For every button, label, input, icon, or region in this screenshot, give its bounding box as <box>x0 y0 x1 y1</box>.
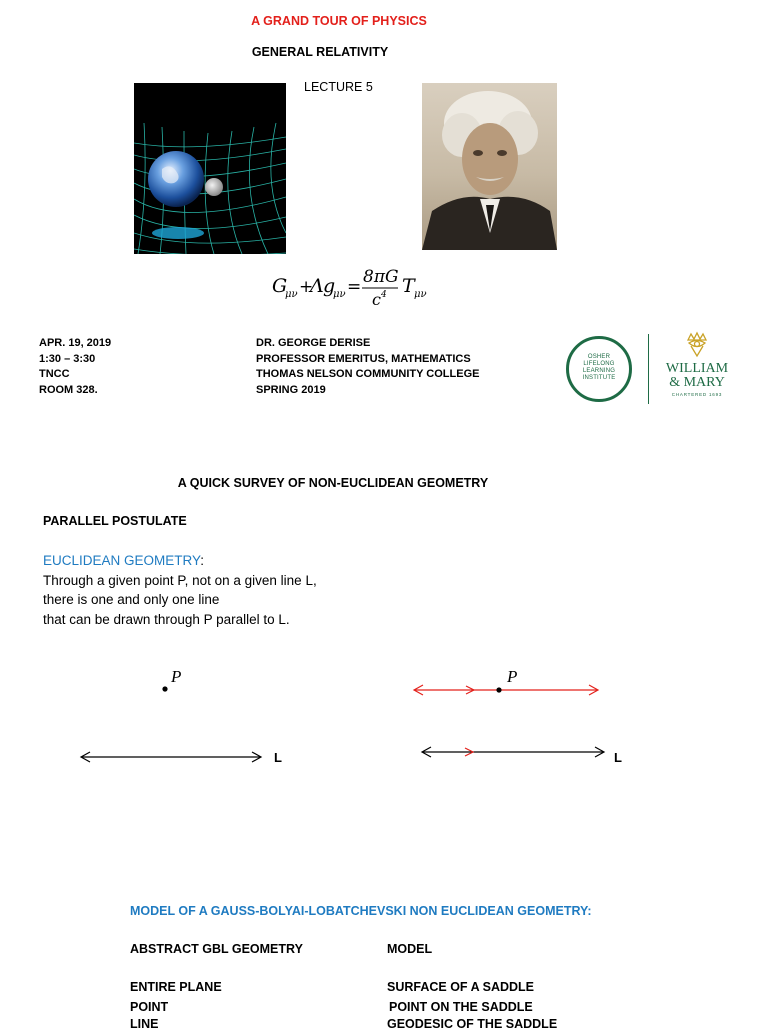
session-time: 1:30 – 3:30 <box>39 352 96 365</box>
eq-numerator: 8πG <box>363 267 399 287</box>
point-p-label: P <box>507 667 518 686</box>
eq-lambda: Λ <box>310 275 324 297</box>
eq-denominator: c <box>372 290 381 309</box>
instructor-title: PROFESSOR EMERITUS, MATHEMATICS <box>256 352 471 365</box>
wm-charter: CHARTERED 1693 <box>671 392 723 397</box>
model-row-right: POINT ON THE SADDLE <box>389 1000 533 1014</box>
eq-T-sub: μν <box>414 289 427 300</box>
point-p <box>496 687 501 692</box>
olli-line-4: INSTITUTE <box>582 375 616 381</box>
col-right-header: MODEL <box>387 942 433 956</box>
eq-g: g <box>323 275 336 297</box>
instructor-name: DR. GEORGE DERISE <box>256 337 371 349</box>
line-l <box>81 752 261 762</box>
spacetime-curvature-image <box>134 83 286 254</box>
col-left-header: ABSTRACT GBL GEOMETRY <box>130 942 303 956</box>
eq-T: T <box>402 275 415 297</box>
diagram-point-and-line <box>70 660 300 780</box>
session-location: TNCC <box>39 368 70 380</box>
point-p <box>162 686 167 691</box>
eq-plus: + <box>299 277 314 297</box>
model-title: MODEL OF A GAUSS-BOLYAI-LOBATCHEVSKI NON EUCLIDEAN GEOMETRY: <box>130 904 592 918</box>
euclidean-geometry-label: EUCLIDEAN GEOMETRY <box>43 553 201 568</box>
session-date: APR. 19, 2019 <box>39 337 112 349</box>
eq-equals: = <box>347 277 362 297</box>
eq-G-sub: μν <box>285 289 298 300</box>
einstein-field-equation <box>268 262 438 320</box>
model-row-left: POINT <box>130 1000 169 1014</box>
parallel-line <box>414 685 598 695</box>
olli-line-3: LEARNING <box>582 368 616 374</box>
line-l <box>422 747 604 757</box>
william-and-mary-logo <box>660 330 734 404</box>
eq-g-sub: μν <box>333 289 346 300</box>
lecture-number: LECTURE 5 <box>304 80 373 94</box>
euclidean-line-2: there is one and only one line <box>43 592 220 607</box>
section-title: A QUICK SURVEY OF NON-EUCLIDEAN GEOMETRY <box>177 476 489 490</box>
olli-logo <box>566 336 632 402</box>
course-title: GENERAL RELATIVITY <box>251 45 389 59</box>
model-row-left: LINE <box>130 1017 159 1031</box>
model-row-left: ENTIRE PLANE <box>130 980 222 994</box>
term: SPRING 2019 <box>256 383 326 396</box>
cypher-icon <box>682 330 712 358</box>
eq-denominator-exponent: 4 <box>381 290 387 300</box>
eq-G: G <box>272 275 288 297</box>
series-title: A GRAND TOUR OF PHYSICS <box>251 14 427 28</box>
wm-name-line-2: & MARY <box>669 375 725 390</box>
einstein-portrait-image <box>422 83 557 250</box>
model-row-right: GEODESIC OF THE SADDLE <box>387 1017 558 1031</box>
institution: THOMAS NELSON COMMUNITY COLLEGE <box>256 368 480 380</box>
session-room: ROOM 328. <box>39 383 98 396</box>
session-info <box>39 336 111 398</box>
diagram-unique-parallel <box>405 660 635 780</box>
parallel-postulate-heading: PARALLEL POSTULATE <box>43 514 187 528</box>
wm-name-line-1: WILLIAM <box>665 361 729 376</box>
olli-line-2: LIFELONG <box>583 361 615 367</box>
point-p-label: P <box>171 667 182 686</box>
model-row-right: SURFACE OF A SADDLE <box>387 980 534 994</box>
euclidean-line-1: Through a given point P, not on a given line L, <box>43 572 317 588</box>
instructor-info <box>256 336 479 398</box>
line-l-label: L <box>274 750 282 765</box>
euclidean-colon: : <box>200 553 205 568</box>
olli-line-1: OSHER <box>587 354 611 360</box>
logo-divider <box>648 334 649 404</box>
euclidean-text-block <box>43 551 317 629</box>
euclidean-line-3: that can be drawn through P parallel to L. <box>43 611 290 627</box>
line-l-label: L <box>614 750 622 765</box>
